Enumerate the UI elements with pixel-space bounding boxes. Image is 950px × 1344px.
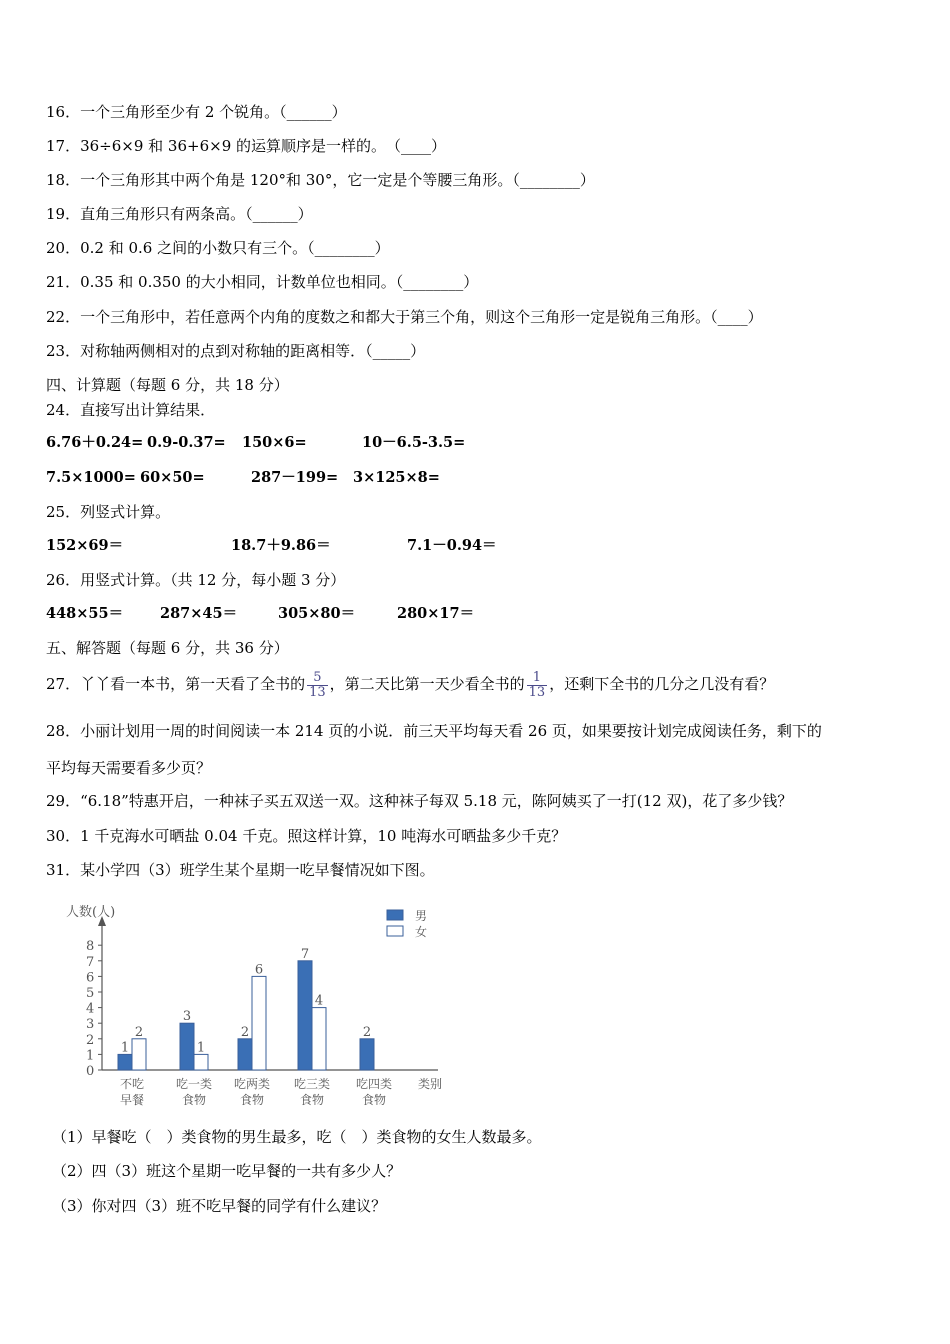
category-label: 食物 xyxy=(361,1093,387,1107)
question-23: 23．对称轴两侧相对的点到对称轴的距离相等．（_____） xyxy=(46,342,426,360)
question-18: 18．一个三角形其中两个角是 120°和 30°，它一定是个等腰三角形。（________） xyxy=(46,171,595,189)
question-27 xyxy=(46,667,774,701)
legend-label: 女 xyxy=(415,925,428,939)
category-label: 吃四类 xyxy=(355,1077,393,1091)
question-29: 29．“6.18”特惠开启，一种袜子买五双送一双。这种袜子每双 5.18 元，陈阿姨买了一打(12 双)，花了多少钱？ xyxy=(46,792,793,810)
calc-item: 7.1－0.94＝ xyxy=(407,537,497,554)
y-tick-label: 8 xyxy=(86,939,95,955)
calc-item: 152×69＝ xyxy=(46,537,124,554)
question-26: 26．用竖式计算。（共 12 分，每小题 3 分） xyxy=(46,571,346,589)
bar-female xyxy=(194,1054,208,1070)
bar-female xyxy=(252,976,266,1070)
legend-label: 男 xyxy=(415,909,428,923)
bar-male xyxy=(118,1054,132,1070)
data-label: 2 xyxy=(134,1024,144,1040)
category-label: 不吃 xyxy=(119,1077,145,1091)
calc-item: 287－199= xyxy=(251,469,339,486)
question-28-line-1: 28．小丽计划用一周的时间阅读一本 214 页的小说．前三天平均每天看 26 页，如果要按计划完成阅读任务，剩下的 xyxy=(46,722,822,740)
sub-question-1: （1）早餐吃（ ）类食物的男生最多，吃（ ）类食物的女生人数最多。 xyxy=(52,1128,542,1146)
bar-female xyxy=(312,1008,326,1070)
legend-swatch xyxy=(387,926,403,936)
sub-question-2: （2）四（3）班这个星期一吃早餐的一共有多少人？ xyxy=(52,1162,402,1180)
q27-part-c: ，还剩下全书的几分之几没有看？ xyxy=(549,675,775,693)
question-25: 25．列竖式计算。 xyxy=(46,503,171,521)
y-tick-label: 0 xyxy=(86,1064,95,1079)
calc-item: 280×17＝ xyxy=(397,605,475,622)
fraction-5-13: $\frac{5}{13}$ xyxy=(309,669,326,700)
calc-item: 448×55＝ xyxy=(46,605,124,622)
category-label: 早餐 xyxy=(119,1093,145,1107)
y-tick-label: 6 xyxy=(86,970,95,986)
calc-item: 60×50= xyxy=(140,469,205,486)
category-label: 吃一类 xyxy=(175,1077,213,1091)
q27-part-b: ，第二天比第一天少看全书的 xyxy=(329,675,525,693)
section-4-heading: 四、计算题（每题 6 分，共 18 分） xyxy=(46,376,289,394)
data-label: 1 xyxy=(196,1040,206,1056)
calc-item: 6.76＋0.24= xyxy=(46,434,144,451)
category-label: 吃两类 xyxy=(233,1077,271,1091)
question-19: 19．直角三角形只有两条高。（______） xyxy=(46,205,313,223)
y-tick-label: 4 xyxy=(86,1001,95,1017)
calc-item: 305×80＝ xyxy=(278,605,356,622)
y-axis-label: 人数(人) xyxy=(66,905,116,920)
y-tick-label: 1 xyxy=(86,1048,95,1064)
question-28-line-2: 平均每天需要看多少页？ xyxy=(46,759,212,777)
y-tick-label: 7 xyxy=(86,954,95,970)
calc-item: 0.9-0.37= xyxy=(147,434,226,451)
data-label: 4 xyxy=(314,993,324,1009)
data-label: 7 xyxy=(300,946,310,962)
question-21: 21．0.35 和 0.350 的大小相同，计数单位也相同。（________） xyxy=(46,273,479,291)
q27-part-a: 27．丫丫看一本书，第一天看了全书的 xyxy=(46,675,306,693)
bar-male xyxy=(238,1039,252,1070)
bar-male xyxy=(360,1039,374,1070)
bar-female xyxy=(132,1039,146,1070)
question-16: 16．一个三角形至少有 2 个锐角。（______） xyxy=(46,103,347,121)
calc-item: 7.5×1000= xyxy=(46,469,136,486)
category-label: 吃三类 xyxy=(293,1077,331,1091)
y-tick-label: 3 xyxy=(86,1017,95,1033)
question-30: 30．1 千克海水可晒盐 0.04 千克。照这样计算，10 吨海水可晒盐多少千克？ xyxy=(46,827,567,845)
calc-item: 150×6= xyxy=(242,434,307,451)
category-label: 食物 xyxy=(239,1093,265,1107)
question-31: 31．某小学四（3）班学生某个星期一吃早餐情况如下图。 xyxy=(46,861,435,879)
data-label: 3 xyxy=(182,1009,192,1025)
category-label: 食物 xyxy=(299,1093,325,1107)
y-tick-label: 2 xyxy=(86,1032,95,1048)
legend-swatch xyxy=(387,910,403,920)
question-24: 24．直接写出计算结果． xyxy=(46,401,216,419)
bar-male xyxy=(180,1023,194,1070)
question-20: 20．0.2 和 0.6 之间的小数只有三个。（________） xyxy=(46,239,390,257)
calc-item: 10－6.5-3.5= xyxy=(362,434,466,451)
data-label: 1 xyxy=(120,1040,130,1056)
category-label: 食物 xyxy=(181,1093,207,1107)
fraction-1-13: $\frac{1}{13}$ xyxy=(528,669,546,700)
breakfast-bar-chart xyxy=(60,898,450,1108)
question-17: 17．36÷6×9 和 36+6×9 的运算顺序是一样的。 （____） xyxy=(46,137,447,155)
y-tick-label: 5 xyxy=(86,986,95,1001)
data-label: 2 xyxy=(362,1024,372,1040)
calc-item: 3×125×8= xyxy=(353,469,440,486)
section-5-heading: 五、解答题（每题 6 分，共 36 分） xyxy=(46,639,289,657)
data-label: 6 xyxy=(254,962,264,978)
question-22: 22．一个三角形中，若任意两个内角的度数之和都大于第三个角，则这个三角形一定是锐角三角形。（____） xyxy=(46,308,763,326)
data-label: 2 xyxy=(240,1024,250,1040)
calc-item: 287×45＝ xyxy=(160,605,238,622)
calc-item: 18.7＋9.86＝ xyxy=(231,537,331,554)
bar-male xyxy=(298,961,312,1070)
x-axis-label: 类别 xyxy=(418,1077,443,1091)
sub-question-3: （3）你对四（3）班不吃早餐的同学有什么建议？ xyxy=(52,1197,387,1215)
